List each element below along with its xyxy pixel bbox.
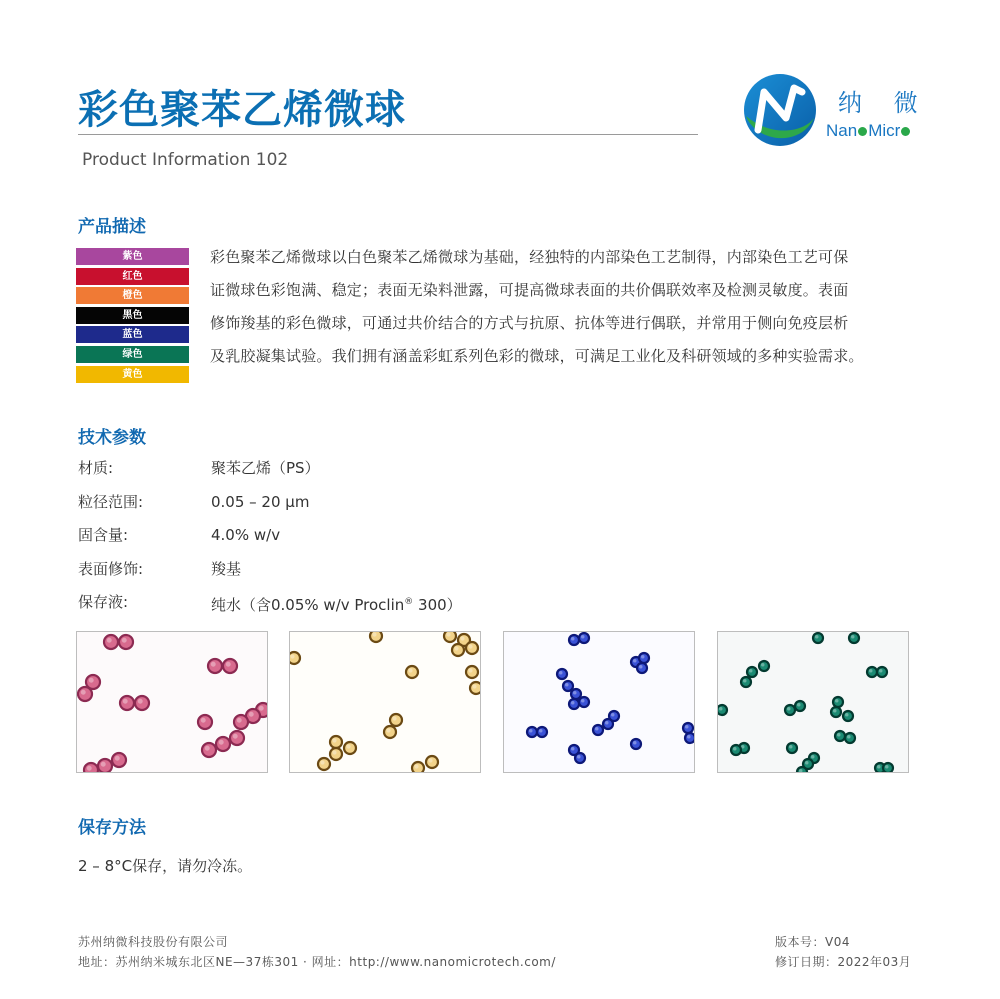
bead	[198, 715, 212, 729]
bead-highlight	[805, 761, 809, 765]
storage-text: 2 – 8°C保存，请勿冷冻。	[78, 857, 253, 875]
footer-revision: 修订日期：2022年03月	[775, 955, 912, 969]
bead-highlight	[539, 729, 543, 733]
bead	[637, 663, 647, 673]
bead	[849, 633, 859, 643]
swatch-black: 黑色	[76, 307, 189, 324]
description-line: 彩色聚苯乙烯微球以白色聚苯乙烯微球为基础，经独特的内部染色工艺制得，内部染色工艺可保	[210, 248, 849, 266]
specs-heading: 技术参数	[78, 428, 146, 448]
bead	[230, 731, 244, 745]
bead-highlight	[472, 684, 476, 688]
bead	[318, 758, 330, 770]
bead-highlight	[414, 764, 418, 768]
description-text	[210, 241, 928, 373]
bead-highlight	[233, 734, 238, 739]
bead	[78, 687, 92, 701]
bead-highlight	[869, 669, 873, 673]
bead-highlight	[123, 699, 128, 704]
bead-highlight	[573, 691, 577, 695]
swatch-orange: 橙色	[76, 287, 189, 304]
bead-highlight	[211, 662, 216, 667]
bead	[639, 653, 649, 663]
micrograph-yellow-beads	[289, 631, 481, 773]
bead-highlight	[633, 741, 637, 745]
bead	[785, 705, 795, 715]
bead	[344, 742, 356, 754]
bead-highlight	[107, 638, 112, 643]
spec-value: 羧基	[211, 559, 242, 578]
bead-highlight	[408, 668, 412, 672]
bead-highlight	[332, 750, 336, 754]
bead	[384, 726, 396, 738]
bead	[120, 696, 134, 710]
bead	[741, 677, 751, 687]
description-line: 证微球色彩饱满、稳定；表面无染料泄露，可提高微球表面的共价偶联效率及检测灵敏度。表面	[210, 281, 849, 299]
description-line: 修饰羧基的彩色微球，可通过共价结合的方式与抗原、抗体等进行偶联，并常用于侧向免疫层析	[210, 314, 849, 332]
bead	[330, 748, 342, 760]
spec-value: 0.05 – 20 µm	[211, 492, 310, 511]
bead-highlight	[719, 707, 723, 711]
bead	[466, 642, 478, 654]
bead	[557, 669, 567, 679]
micrograph-green-beads	[717, 631, 909, 773]
bead-highlight	[226, 662, 231, 667]
title-divider	[78, 134, 698, 135]
bead-highlight	[559, 671, 563, 675]
bead	[537, 727, 547, 737]
bead-highlight	[815, 635, 819, 639]
bead-highlight	[460, 636, 464, 640]
bead	[135, 696, 149, 710]
footer-address: 地址：苏州纳米城东北区NE—37栋301 · 网址：http://www.nanomicrotech.com/	[78, 955, 556, 969]
bead	[575, 753, 585, 763]
bead-highlight	[81, 690, 86, 695]
bead	[759, 661, 769, 671]
bead-highlight	[733, 747, 737, 751]
bead-highlight	[833, 709, 837, 713]
bead-highlight	[428, 758, 432, 762]
bead-highlight	[835, 699, 839, 703]
bead-highlight	[87, 766, 92, 771]
bead-highlight	[687, 735, 691, 739]
bead-highlight	[346, 744, 350, 748]
spec-label: 表面修饰:	[78, 559, 144, 578]
logo-dot-icon	[858, 127, 867, 136]
bead-highlight	[611, 713, 615, 717]
bead-highlight	[847, 735, 851, 739]
bead-highlight	[205, 746, 210, 751]
bead-highlight	[249, 712, 254, 717]
bead	[795, 701, 805, 711]
micrograph-background	[77, 632, 267, 772]
bead-highlight	[797, 703, 801, 707]
footer-version: 版本号：V04	[775, 935, 850, 949]
bead-highlight	[851, 635, 855, 639]
micrograph-purple-beads	[76, 631, 268, 773]
swatch-blue: 蓝色	[76, 326, 189, 343]
bead-highlight	[845, 713, 849, 717]
page-title: 彩色聚苯乙烯微球	[78, 87, 406, 133]
swatch-yellow: 黄色	[76, 366, 189, 383]
bead	[216, 737, 230, 751]
bead	[683, 723, 693, 733]
bead-highlight	[879, 669, 883, 673]
spec-label: 保存液:	[78, 593, 129, 611]
bead	[330, 736, 342, 748]
bead-highlight	[392, 716, 396, 720]
bead	[571, 689, 581, 699]
bead-highlight	[743, 679, 747, 683]
bead	[867, 667, 877, 677]
bead-highlight	[454, 646, 458, 650]
bead	[569, 635, 579, 645]
bead	[845, 733, 855, 743]
logo-mark-icon	[742, 72, 818, 148]
bead-highlight	[633, 659, 637, 663]
bead	[843, 711, 853, 721]
bead-highlight	[811, 755, 815, 759]
bead-highlight	[641, 655, 645, 659]
swatch-purple: 紫色	[76, 248, 189, 265]
bead-highlight	[571, 637, 575, 641]
micrograph-background	[290, 632, 480, 772]
swatch-green: 绿色	[76, 346, 189, 363]
bead-highlight	[468, 644, 472, 648]
bead	[877, 667, 887, 677]
logo-chinese-name: 纳 微	[838, 89, 930, 117]
bead	[406, 666, 418, 678]
bead-highlight	[320, 760, 324, 764]
bead	[527, 727, 537, 737]
bead-highlight	[386, 728, 390, 732]
bead-highlight	[789, 745, 793, 749]
bead-highlight	[571, 701, 575, 705]
description-heading: 产品描述	[78, 217, 146, 237]
bead-highlight	[468, 668, 472, 672]
storage-heading: 保存方法	[78, 818, 146, 838]
micrograph-blue-beads	[503, 631, 695, 773]
bead	[718, 705, 727, 715]
bead	[202, 743, 216, 757]
bead	[579, 697, 589, 707]
bead-highlight	[581, 699, 585, 703]
swatch-red: 红色	[76, 268, 189, 285]
bead	[466, 666, 478, 678]
bead	[569, 699, 579, 709]
bead-highlight	[446, 632, 450, 636]
bead-highlight	[581, 635, 585, 639]
footer-company: 苏州纳微科技股份有限公司	[78, 935, 229, 949]
bead-highlight	[595, 727, 599, 731]
bead-highlight	[219, 740, 224, 745]
bead-highlight	[201, 718, 206, 723]
bead	[787, 743, 797, 753]
bead-highlight	[877, 765, 881, 769]
spec-value: 聚苯乙烯（PS）	[211, 459, 320, 477]
bead-highlight	[138, 699, 143, 704]
bead	[119, 635, 133, 649]
bead	[563, 681, 573, 691]
description-line: 及乳胶凝集试验。我们拥有涵盖彩虹系列色彩的微球，可满足工业化及科研领域的多种实验需求。	[210, 347, 864, 365]
bead-highlight	[837, 733, 841, 737]
bead-highlight	[237, 718, 242, 723]
bead-highlight	[605, 721, 609, 725]
bead-highlight	[571, 747, 575, 751]
spec-label: 材质:	[78, 459, 114, 477]
bead	[579, 633, 589, 643]
bead-highlight	[577, 755, 581, 759]
bead-highlight	[639, 665, 643, 669]
logo-dot-icon	[901, 127, 910, 136]
bead-highlight	[332, 738, 336, 742]
micrograph-background	[504, 632, 694, 772]
bead	[208, 659, 222, 673]
bead-highlight	[122, 638, 127, 643]
spec-label: 固含量:	[78, 526, 129, 544]
bead-highlight	[115, 756, 120, 761]
spec-value: 纯水（含0.05% w/v Proclin® 300）	[211, 596, 462, 614]
bead-highlight	[372, 632, 376, 636]
bead	[390, 714, 402, 726]
bead	[426, 756, 438, 768]
spec-value: 4.0% w/v	[211, 526, 281, 544]
bead-highlight	[787, 707, 791, 711]
bead-highlight	[529, 729, 533, 733]
page-subtitle: Product Information 102	[82, 150, 289, 170]
color-swatch-list	[76, 248, 189, 385]
bead	[835, 731, 845, 741]
bead	[593, 725, 603, 735]
bead-highlight	[749, 669, 753, 673]
bead-highlight	[259, 706, 264, 711]
bead	[452, 644, 464, 656]
bead	[112, 753, 126, 767]
bead-highlight	[89, 678, 94, 683]
bead-highlight	[761, 663, 765, 667]
bead	[831, 707, 841, 717]
logo-english-name: Nan Micr	[826, 121, 911, 141]
bead	[234, 715, 248, 729]
bead	[631, 739, 641, 749]
bead-highlight	[565, 683, 569, 687]
bead-highlight	[290, 654, 294, 658]
bead	[833, 697, 843, 707]
spec-label: 粒径范围:	[78, 492, 144, 511]
bead-highlight	[685, 725, 689, 729]
bead-highlight	[885, 765, 889, 769]
bead-highlight	[101, 762, 106, 767]
bead	[104, 635, 118, 649]
bead	[731, 745, 741, 755]
bead	[603, 719, 613, 729]
bead	[747, 667, 757, 677]
bead	[223, 659, 237, 673]
bead	[813, 633, 823, 643]
